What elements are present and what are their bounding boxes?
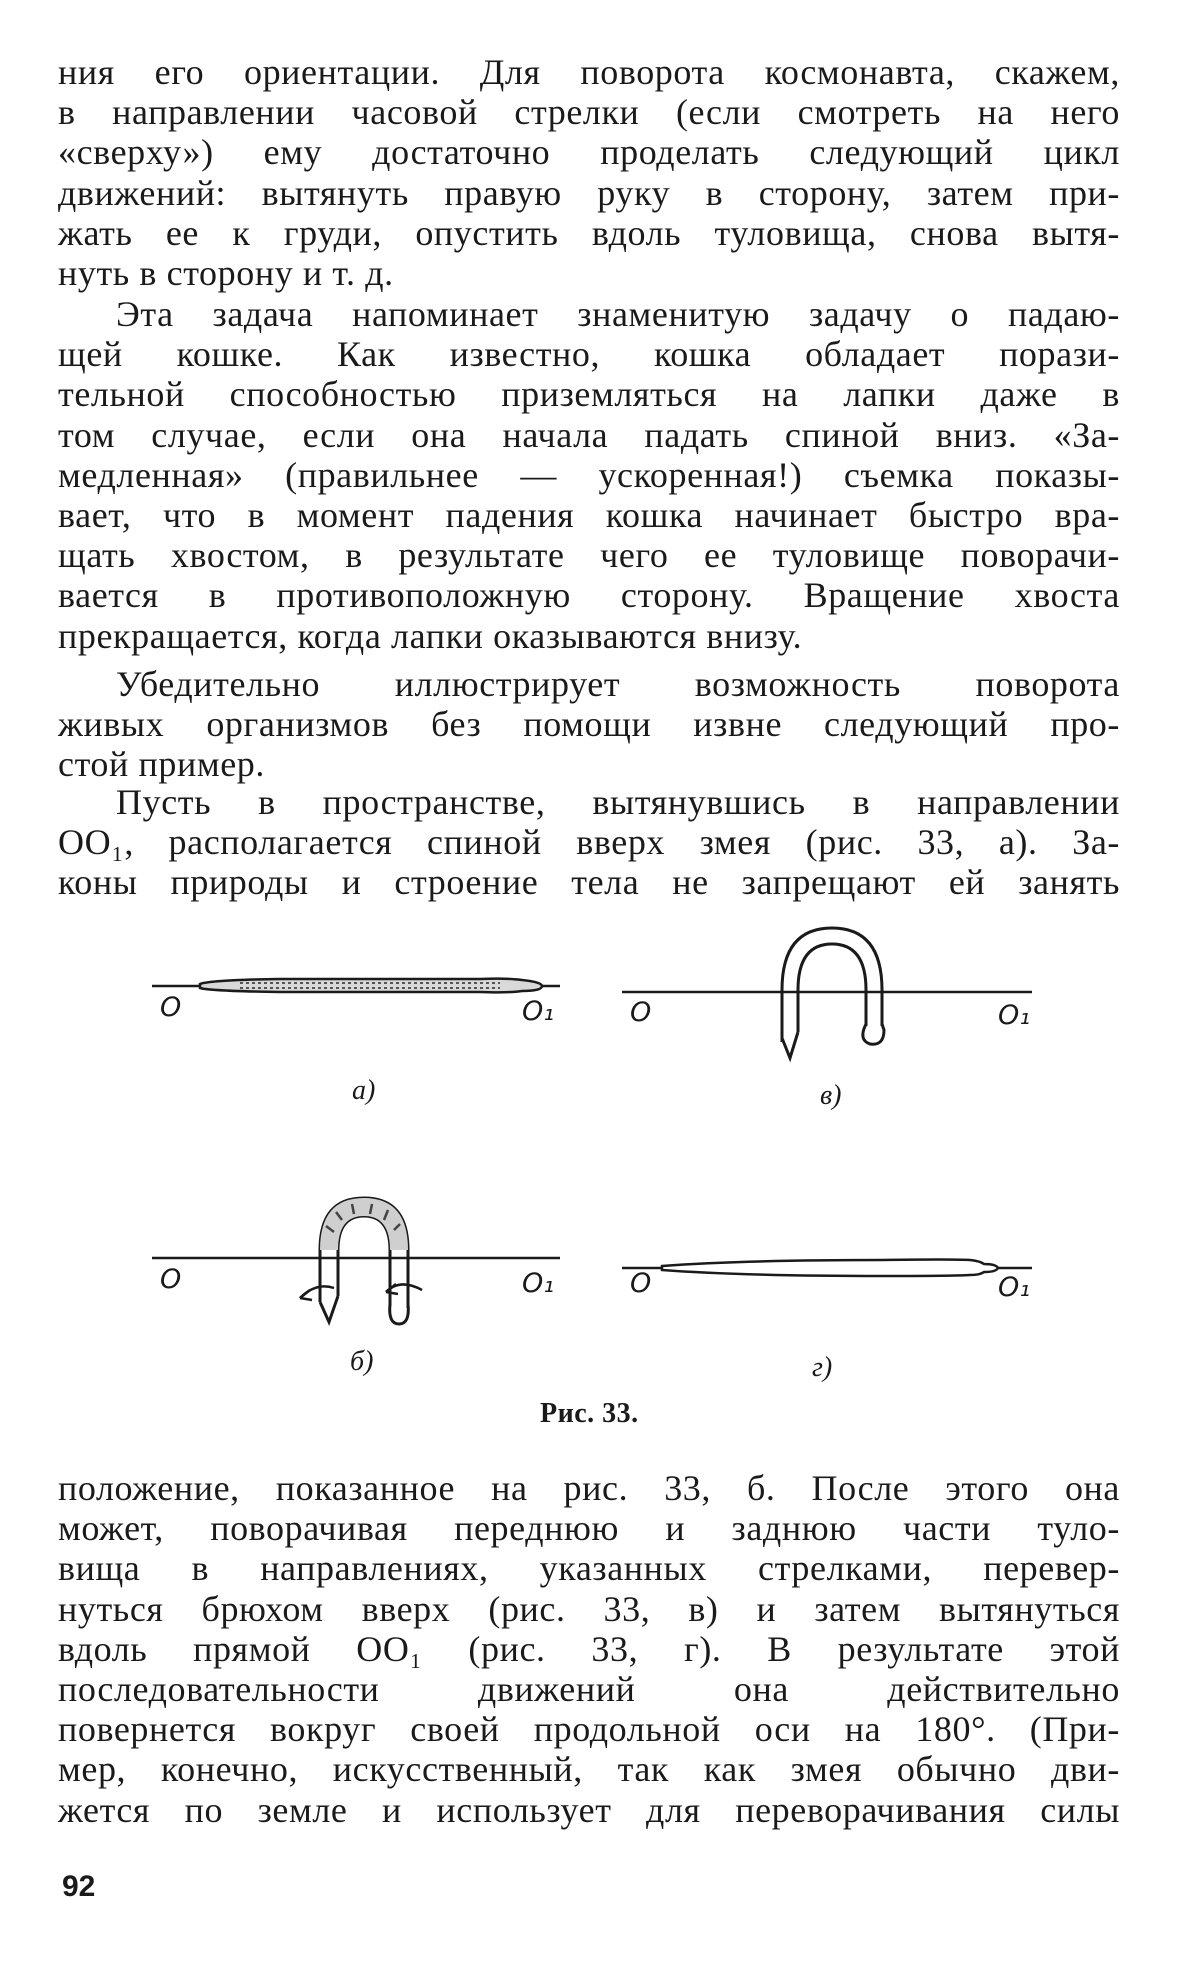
- axis-label-o: O: [160, 992, 182, 1023]
- text-line: в направлении часовой стрелки (если смотреть на него: [58, 92, 1120, 133]
- figure-panel-a-label: а): [352, 1075, 376, 1106]
- text-line: вает, что в момент падения кошка начинает быстро вра-: [58, 495, 1120, 536]
- text-line: Эта задача напоминает знаменитую задачу о падаю-: [116, 294, 1120, 334]
- text-line: коны природы и строение тела не запрещают ей занять: [58, 862, 1120, 903]
- text-line: OO₁, располагается спиной вверх змея (рис. 33, a). За-: [58, 822, 1120, 863]
- text-line: мер, конечно, искусственный, так как змея обычно дви-: [58, 1749, 1120, 1790]
- text-line: вается в противоположную сторону. Вращение хвоста: [58, 575, 1120, 616]
- axis-label-o1: O₁: [998, 1272, 1031, 1303]
- axis-label-o: O: [630, 997, 652, 1028]
- figure-panel-b-label: б): [350, 1346, 374, 1377]
- figure-panel-b-drawing: [150, 1186, 570, 1336]
- text-line: Убедительно иллюстрирует возможность поворота: [116, 664, 1120, 704]
- figure-panel-g-label: г): [812, 1352, 833, 1383]
- text-line: щать хвостом, в результате чего ее туловище поворачи-: [58, 535, 1120, 576]
- text-line: стой пример.: [58, 744, 265, 785]
- paragraph-1: [58, 52, 1120, 293]
- text-line: ния его ориентации. Для поворота космонавта, скажем,: [58, 52, 1120, 92]
- text-line: последовательности движений она действительно: [58, 1669, 1120, 1710]
- text-line: медленная» (правильнее — ускоренная!) съемка показы-: [58, 454, 1120, 495]
- text-line: том случае, если она начала падать спиной вниз. «За-: [58, 414, 1120, 455]
- text-line: щей кошке. Как известно, кошка обладает порази-: [58, 334, 1120, 375]
- text-line: тельной способностью приземляться на лапки даже в: [58, 374, 1120, 415]
- text-line: вдоль прямой OO₁ (рис. 33, г). В результате этой: [58, 1628, 1120, 1669]
- paragraph-3: [58, 664, 1120, 785]
- text-line: положение, показанное на рис. 33, б. После этого она: [58, 1468, 1120, 1508]
- text-line: движений: вытянуть правую руку в сторону, затем при-: [58, 172, 1120, 213]
- paragraph-5: [58, 1468, 1120, 1830]
- text-line: повернется вокруг своей продольной оси на 180°. (При-: [58, 1709, 1120, 1750]
- text-line: вища в направлениях, указанных стрелками, перевер-: [58, 1548, 1120, 1589]
- text-line: нуться брюхом вверх (рис. 33, в) и затем вытянуться: [58, 1588, 1120, 1629]
- axis-label-o1: O₁: [522, 1268, 555, 1299]
- text-line: жется по земле и использует для переворачивания силы: [58, 1789, 1120, 1830]
- axis-label-o1: O₁: [998, 1000, 1031, 1031]
- axis-label-o: O: [630, 1268, 652, 1299]
- text-line: «сверху») ему достаточно проделать следующий цикл: [58, 132, 1120, 173]
- text-line: Пусть в пространстве, вытянувшись в направлении: [116, 782, 1120, 822]
- page-number: 92: [62, 1870, 96, 1903]
- text-line: живых организмов без помощи извне следующий про-: [58, 704, 1120, 745]
- figure-panel-v-label: в): [820, 1080, 842, 1111]
- paragraph-4: [58, 782, 1120, 903]
- text-line: прекращается, когда лапки оказываются внизу.: [58, 615, 803, 656]
- figure-panel-v-drawing: [622, 920, 1042, 1060]
- axis-label-o: O: [160, 1264, 182, 1295]
- text-line: жать ее к груди, опустить вдоль туловища, снова вытя-: [58, 212, 1120, 253]
- figure-caption: Рис. 33.: [540, 1398, 639, 1429]
- paragraph-2: [58, 294, 1120, 656]
- text-line: может, поворачивая переднюю и заднюю части туло-: [58, 1508, 1120, 1549]
- text-line: нуть в сторону и т. д.: [58, 253, 394, 294]
- figure-panel-g-drawing: [622, 1240, 1042, 1300]
- figure-panel-a-drawing: [150, 960, 570, 1020]
- axis-label-o1: O₁: [522, 996, 555, 1027]
